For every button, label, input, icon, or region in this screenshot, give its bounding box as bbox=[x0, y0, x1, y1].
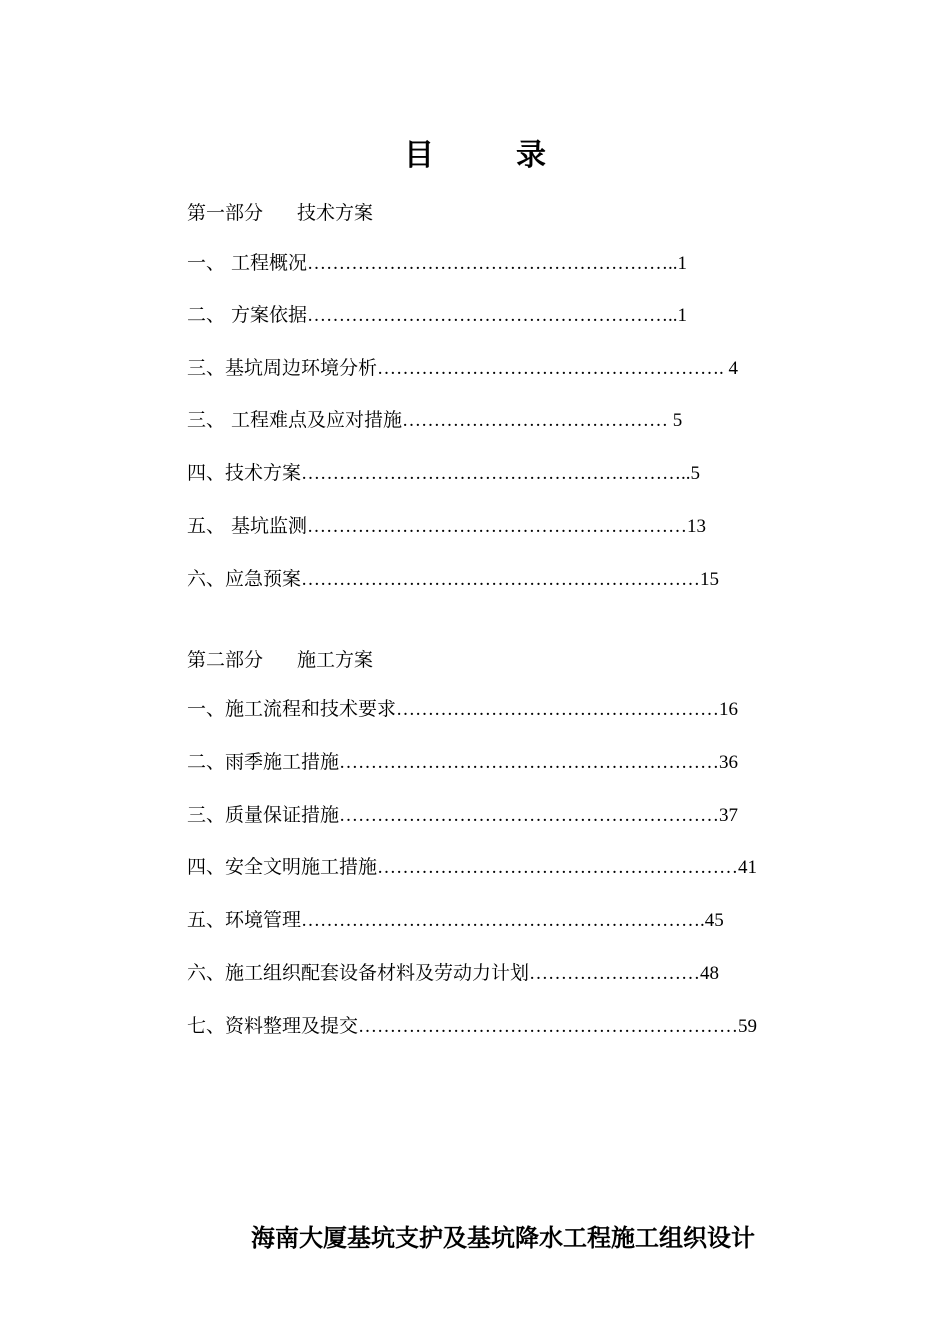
part2-label: 第二部分 bbox=[187, 649, 264, 671]
toc-entry[interactable] bbox=[187, 694, 738, 724]
title-char-2: 录 bbox=[516, 138, 546, 173]
toc-page-number: 36 bbox=[719, 752, 739, 773]
toc-entry[interactable] bbox=[187, 248, 687, 278]
document-title: 海南大厦基坑支护及基坑降水工程施工组织设计 bbox=[251, 1224, 755, 1252]
page-title bbox=[0, 130, 950, 174]
toc-page-number: 45 bbox=[704, 910, 724, 931]
toc-entry-text: 三、基坑周边环境分析 bbox=[187, 357, 378, 379]
toc-entry-text: 四、安全文明施工措施 bbox=[187, 856, 378, 878]
toc-entry-text: 二、 方案依据 bbox=[187, 304, 308, 326]
toc-entry[interactable] bbox=[187, 800, 738, 830]
toc-leader: …………………………………………………… bbox=[358, 1016, 739, 1037]
toc-entry[interactable] bbox=[187, 564, 719, 594]
toc-entry[interactable] bbox=[187, 958, 719, 988]
toc-entry[interactable] bbox=[187, 458, 700, 488]
toc-page-number: 16 bbox=[719, 699, 739, 720]
part1-heading bbox=[187, 198, 373, 225]
part1-name: 技术方案 bbox=[297, 202, 374, 224]
toc-entry[interactable] bbox=[187, 1011, 757, 1041]
toc-page-number: 59 bbox=[738, 1016, 758, 1037]
toc-leader: …………………………………………………… bbox=[339, 752, 720, 773]
toc-entry-text: 一、施工流程和技术要求 bbox=[187, 698, 397, 720]
toc-entry[interactable] bbox=[187, 905, 724, 935]
toc-leader: …………………………………… bbox=[402, 410, 673, 431]
toc-entry-text: 二、雨季施工措施 bbox=[187, 751, 340, 773]
toc-leader: …………………………………………………….. bbox=[301, 463, 691, 484]
toc-entry[interactable] bbox=[187, 511, 706, 541]
toc-page-number: 15 bbox=[700, 569, 720, 590]
toc-leader: ……………………… bbox=[529, 963, 701, 984]
toc-leader: …………………………………………………… bbox=[339, 805, 720, 826]
toc-entry-text: 四、技术方案 bbox=[187, 462, 302, 484]
toc-leader: …………………………………………… bbox=[396, 699, 720, 720]
toc-page-number: 13 bbox=[687, 516, 707, 537]
toc-entry-text: 五、 基坑监测 bbox=[187, 515, 308, 537]
toc-entry-text: 七、资料整理及提交 bbox=[187, 1015, 359, 1037]
part2-name: 施工方案 bbox=[297, 649, 374, 671]
toc-entry-text: 一、 工程概况 bbox=[187, 252, 308, 274]
toc-entry-text: 六、施工组织配套设备材料及劳动力计划 bbox=[187, 962, 530, 984]
part2-heading bbox=[187, 645, 373, 672]
toc-page-number: 5 bbox=[690, 463, 701, 484]
toc-page-number: 1 bbox=[677, 305, 688, 326]
toc-leader: ………………………………………………….. bbox=[307, 253, 678, 274]
toc-leader: ………………………………………………… bbox=[377, 857, 739, 878]
toc-page-number: 37 bbox=[719, 805, 739, 826]
toc-entry[interactable] bbox=[187, 747, 738, 777]
toc-entry[interactable] bbox=[187, 353, 738, 383]
toc-leader: …………………………………………………… bbox=[307, 516, 688, 537]
toc-leader: ………………………………………………….. bbox=[307, 305, 678, 326]
toc-page-number: 4 bbox=[728, 358, 739, 379]
toc-entry[interactable] bbox=[187, 405, 682, 435]
toc-entry-text: 三、质量保证措施 bbox=[187, 804, 340, 826]
title-char-1: 目 bbox=[404, 138, 434, 173]
toc-leader: ………………………………………………. bbox=[377, 358, 729, 379]
toc-page-number: 5 bbox=[672, 410, 683, 431]
toc-leader: ……………………………………………………… bbox=[301, 569, 701, 590]
toc-entry-text: 六、应急预案 bbox=[187, 568, 302, 590]
toc-entry[interactable] bbox=[187, 852, 757, 882]
toc-page-number: 41 bbox=[738, 857, 758, 878]
part1-label: 第一部分 bbox=[187, 202, 264, 224]
toc-page-number: 1 bbox=[677, 253, 688, 274]
toc-page-number: 48 bbox=[700, 963, 720, 984]
toc-entry-text: 三、 工程难点及应对措施 bbox=[187, 409, 403, 431]
toc-entry-text: 五、环境管理 bbox=[187, 909, 302, 931]
toc-leader: ………………………………………………………. bbox=[301, 910, 705, 931]
toc-entry[interactable] bbox=[187, 300, 687, 330]
